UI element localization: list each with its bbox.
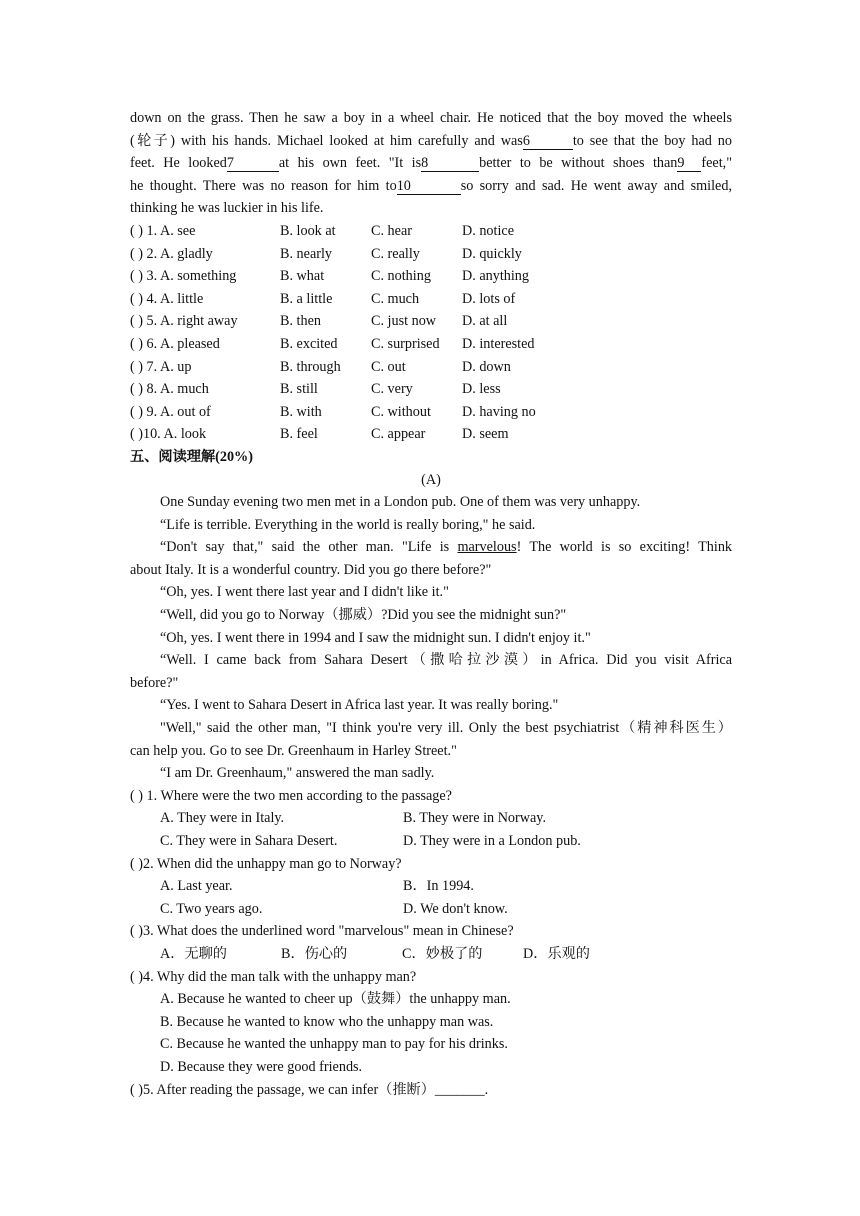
question-3: ( )3. What does the underlined word "marvelous" mean in Chinese? [130, 923, 514, 940]
blank-8: 8 [421, 155, 479, 172]
option-b: B. feel [280, 426, 318, 443]
answer-c: C. They were in Sahara Desert. [160, 833, 338, 849]
answer-b: B. Because he wanted to know who the unhappy man was. [160, 1013, 494, 1030]
question-2: ( )2. When did the unhappy man go to Norway? [130, 855, 402, 872]
question-1: ( ) 1. Where were the two men according to the passage? [130, 787, 452, 804]
answer-c: C. Because he wanted the unhappy man to pay for his drinks. [160, 1036, 508, 1053]
question-4: ( )4. Why did the man talk with the unhappy man? [130, 968, 417, 985]
document-page [130, 107, 732, 1101]
story-text: "Well," said the other man, "I think you're very ill. Only the best psychiatrist（精神科医生） [160, 720, 732, 737]
story-paragraph: “Yes. I went to Sahara Desert in Africa last year. It was really boring." [160, 697, 559, 714]
option-d: D. seem [462, 426, 509, 443]
option-d: D. less [462, 381, 501, 398]
passage-line-5 [130, 197, 732, 220]
blank-10: 10 [397, 178, 461, 195]
answer-a: A. They were in Italy. [160, 810, 285, 827]
option-c: C. appear [371, 426, 426, 443]
option-c: C. surprised [371, 335, 440, 352]
option-a: ( ) 5. A. right away [130, 313, 238, 330]
story-paragraph: “I am Dr. Greenhaum," answered the man sadly. [160, 765, 435, 782]
answer-a: A. Because he wanted to cheer up（鼓舞）the unhappy man. [160, 991, 511, 1008]
story-paragraph: “Oh, yes. I went there last year and I didn't like it." [160, 584, 449, 601]
story-paragraph: “Oh, yes. I went there in 1994 and I saw the midnight sun. I didn't enjoy it." [160, 629, 591, 646]
option-a: ( ) 8. A. much [130, 381, 209, 398]
story-text: “Well. I came back from Sahara Desert（撒哈拉沙漠）in Africa. Did you visit Africa [160, 652, 732, 669]
option-b: B. still [280, 381, 318, 398]
option-b: B. a little [280, 290, 333, 307]
option-d: D. anything [462, 268, 529, 285]
question-options [130, 943, 732, 966]
option-d: D. down [462, 358, 511, 375]
cloze-option-row [130, 401, 732, 424]
passage-text: feet. He looked [130, 155, 227, 172]
cloze-option-row [130, 288, 732, 311]
option-c: C. really [371, 245, 420, 262]
option-b: B. then [280, 313, 321, 330]
cloze-option-row [130, 378, 732, 401]
story-paragraph: One Sunday evening two men met in a London pub. One of them was very unhappy. [160, 494, 641, 511]
passage-line-1 [130, 107, 732, 130]
cloze-option-row [130, 265, 732, 288]
option-c: C. very [371, 381, 413, 398]
option-b: B. excited [280, 335, 338, 352]
story-paragraph-continued: can help you. Go to see Dr. Greenhaum in Harley Street." [130, 742, 457, 759]
question-options [130, 830, 732, 853]
option-a: ( )10. A. look [130, 426, 207, 443]
passage-text: at his own feet. "It is [278, 155, 422, 172]
answer-d: D. They were in a London pub. [403, 833, 581, 849]
story-paragraph [130, 536, 732, 559]
option-b: B. with [280, 403, 322, 420]
passage-line-4 [130, 175, 732, 198]
answer-b: B. They were in Norway. [403, 810, 547, 827]
option-a: ( ) 3. A. something [130, 268, 237, 285]
cloze-option-row [130, 333, 732, 356]
option-a: ( ) 2. A. gladly [130, 245, 213, 262]
story-paragraph-continued: about Italy. It is a wonderful country. Did you go there before?" [130, 561, 492, 578]
option-c: C. without [371, 403, 431, 420]
story-paragraph-continued: before?" [130, 674, 179, 691]
blank-6: 6 [523, 133, 573, 150]
story-text: “Don't say that," said the other man. "Life is [160, 539, 450, 556]
option-b: B. what [280, 268, 325, 285]
answer-d: D．乐观的 [523, 945, 590, 962]
story-paragraph: “Life is terrible. Everything in the world is really boring," he said. [160, 516, 536, 533]
answer-c: C. Two years ago. [160, 900, 263, 917]
passage-text: thinking he was luckier in his life. [130, 200, 324, 217]
answer-d: D. Because they were good friends. [160, 1058, 363, 1075]
passage-text: (轮子) with his hands. Michael looked at him carefully and was [130, 132, 523, 149]
answer-b: B．伤心的 [281, 945, 348, 962]
cloze-option-row [130, 423, 732, 446]
answer-a: A．无聊的 [160, 945, 227, 962]
cloze-option-row [130, 243, 732, 266]
passage-text: feet," [701, 155, 732, 172]
passage-text: better to be without shoes than [479, 155, 678, 172]
answer-d: D. We don't know. [403, 900, 508, 917]
option-d: D. quickly [462, 245, 522, 262]
passage-text: to see that the boy had no [572, 132, 732, 149]
option-d: D. having no [462, 403, 536, 420]
option-c: C. out [371, 358, 406, 375]
section-heading: 五、阅读理解(20%) [130, 448, 253, 465]
passage-line-3 [130, 152, 732, 175]
option-c: C. nothing [371, 268, 431, 285]
cloze-options-list [130, 220, 732, 446]
question-options [130, 898, 732, 921]
answer-c: C．妙极了的 [402, 945, 483, 962]
answer-b: B．In 1994. [403, 878, 474, 895]
passage-text: down on the grass. Then he saw a boy in a wheel chair. He noticed that the boy moved the wheels [130, 110, 732, 126]
passage-text: he thought. There was no reason for him to [130, 177, 397, 194]
option-c: C. much [371, 290, 420, 307]
story-paragraph [130, 649, 732, 672]
option-d: D. lots of [462, 290, 516, 307]
cloze-option-row [130, 310, 732, 333]
option-a: ( ) 7. A. up [130, 358, 192, 375]
story-paragraph [130, 717, 732, 740]
story-text: ! The world is so exciting! Think [516, 539, 732, 556]
option-c: C. hear [371, 222, 412, 239]
passage-text: so sorry and sad. He went away and smiled, [460, 177, 732, 194]
option-a: ( ) 6. A. pleased [130, 335, 220, 352]
option-a: ( ) 4. A. little [130, 290, 204, 307]
passage-line-2 [130, 130, 732, 153]
option-d: D. interested [462, 335, 535, 352]
option-d: D. at all [462, 313, 508, 330]
option-b: B. through [280, 358, 341, 375]
blank-9: 9 [677, 155, 701, 172]
option-b: B. look at [280, 222, 336, 239]
question-options [130, 807, 732, 830]
answer-a: A. Last year. [160, 878, 233, 895]
option-b: B. nearly [280, 245, 333, 262]
option-d: D. notice [462, 222, 515, 239]
question-5: ( )5. After reading the passage, we can infer（推断）_______. [130, 1081, 489, 1098]
option-a: ( ) 9. A. out of [130, 403, 211, 420]
underlined-word: marvelous [457, 539, 517, 556]
option-c: C. just now [371, 313, 437, 330]
question-options [130, 875, 732, 898]
cloze-option-row [130, 356, 732, 379]
blank-7: 7 [227, 155, 279, 172]
option-a: ( ) 1. A. see [130, 222, 196, 239]
story-paragraph: “Well, did you go to Norway（挪威）?Did you see the midnight sun?" [160, 607, 567, 624]
cloze-option-row [130, 220, 732, 243]
passage-label: (A) [421, 471, 441, 488]
